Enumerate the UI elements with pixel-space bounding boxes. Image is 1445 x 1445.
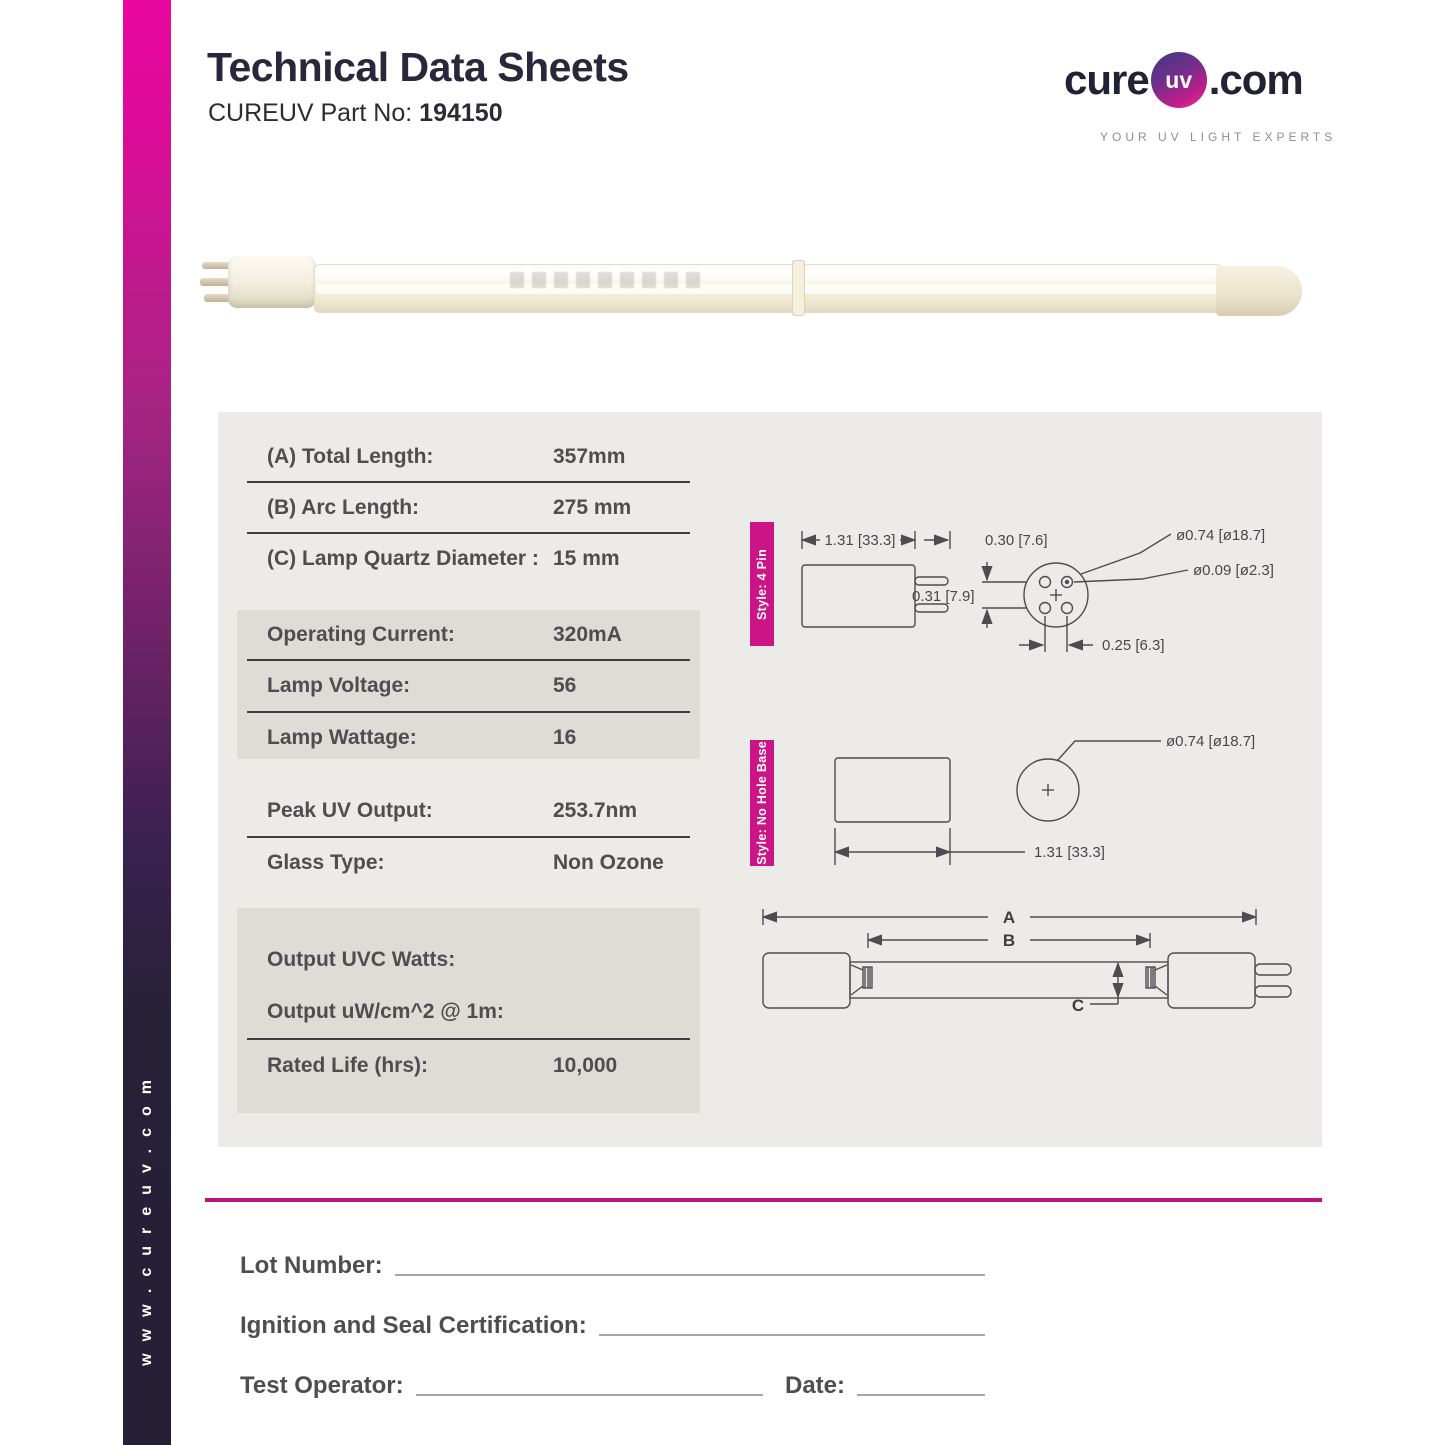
dim-base-diameter: ø0.74 [ø18.7] [1166, 733, 1256, 750]
spec-row-lamp-voltage [247, 661, 690, 713]
lamp-ceramic-base [228, 256, 316, 308]
date-label: Date: [784, 1372, 845, 1399]
spec-row-operating-current [247, 610, 690, 661]
lamp-tube-highlight [316, 284, 1218, 294]
spec-label: (B) Arc Length: [267, 495, 420, 519]
spec-label: Rated Life (hrs): [267, 1054, 429, 1077]
lamp-end-cap [1216, 266, 1302, 316]
page-title: Technical Data Sheets [207, 44, 629, 90]
form-row-test-operator-date [240, 1358, 985, 1398]
cureuv-logo [1064, 52, 1303, 108]
lot-number-label: Lot Number: [240, 1252, 383, 1279]
logo-word-com: .com [1208, 56, 1303, 103]
output-spec-table [247, 934, 690, 1092]
lamp-dimension-diagram [750, 905, 1330, 1027]
dim-base-diameter: ø0.74 [ø18.7] [1176, 527, 1266, 544]
lamp-glass-ring [792, 260, 805, 316]
spec-value: 253.7nm [553, 799, 638, 822]
spec-row-lamp-wattage [247, 713, 690, 763]
part-number-value: 194150 [419, 99, 503, 127]
test-operator-label: Test Operator: [240, 1372, 404, 1399]
spec-label: Peak UV Output: [267, 799, 433, 822]
spec-label: Operating Current: [267, 622, 455, 646]
spec-value: 10,000 [553, 1054, 618, 1077]
no-hole-base-drawing [790, 725, 1330, 885]
spec-label: Lamp Voltage: [267, 674, 411, 697]
dim-letter-c: C [1071, 996, 1085, 1015]
part-number-label: CUREUV Part No: [208, 99, 420, 127]
dim-base-width: 1.31 [33.3] [1034, 844, 1105, 861]
dim-letter-a: A [1002, 908, 1016, 927]
spec-row-output-uvc-watts [247, 934, 690, 986]
dim-hole-spacing-h: 0.25 [6.3] [1102, 637, 1165, 654]
spec-value: 275 mm [553, 495, 632, 519]
style-tab-label: Style: 4 Pin [755, 548, 769, 620]
spec-label: Glass Type: [267, 851, 385, 874]
spec-row-peak-uv-output [247, 786, 690, 838]
logo-tagline: YOUR UV LIGHT EXPERTS [1100, 130, 1337, 144]
magenta-divider-line [205, 1198, 1322, 1202]
ignition-certification-label: Ignition and Seal Certification: [240, 1312, 587, 1339]
spec-row-glass-type [247, 838, 690, 888]
spec-value: 16 [553, 726, 577, 749]
sidebar-gradient-bar [123, 0, 171, 1445]
style-tab-4-pin [750, 522, 774, 646]
spec-label: Output UVC Watts: [267, 948, 456, 971]
test-operator-blank-line [416, 1394, 763, 1396]
ignition-certification-blank-line [599, 1334, 985, 1336]
spec-value: 56 [553, 674, 577, 697]
dim-pin-length: 0.30 [7.6] [985, 532, 1048, 549]
sidebar-url-text: www.cureuv.com [138, 1068, 155, 1366]
dim-pin-diameter: ø0.09 [ø2.3] [1193, 562, 1274, 579]
uv-spec-table [247, 786, 690, 888]
spec-row-rated-life [247, 1040, 690, 1092]
spec-value: 320mA [553, 622, 622, 646]
dim-base-width: 1.31 [33.3] [824, 532, 896, 549]
spec-value: Non Ozone [553, 851, 664, 874]
dimension-spec-table [247, 432, 690, 583]
spec-row-output-uw [247, 986, 690, 1040]
dim-letter-b: B [1002, 931, 1016, 950]
form-row-ignition-certification [240, 1298, 985, 1338]
style-tab-no-hole-base [750, 740, 774, 866]
style-tab-label: Style: No Hole Base [755, 741, 769, 865]
uv-lamp-photo [200, 248, 1305, 340]
electrical-spec-table [247, 610, 690, 763]
spec-row-total-length [247, 432, 690, 483]
part-number-line [208, 99, 503, 128]
lamp-printed-marking [510, 272, 700, 288]
spec-row-arc-length [247, 483, 690, 534]
lot-number-blank-line [395, 1274, 985, 1276]
spec-value: 15 mm [553, 546, 620, 570]
spec-value: 357mm [553, 444, 626, 468]
sidebar-website-url [123, 1017, 171, 1417]
date-blank-line [857, 1394, 985, 1396]
logo-uv-badge: uv [1151, 52, 1207, 108]
spec-row-quartz-diameter [247, 534, 690, 583]
spec-label: Lamp Wattage: [267, 726, 417, 749]
spec-label: (A) Total Length: [267, 444, 434, 468]
form-row-lot-number [240, 1238, 985, 1278]
logo-word-cure: cure [1064, 56, 1149, 103]
spec-label: Output uW/cm^2 @ 1m: [267, 1000, 504, 1023]
dim-hole-spacing-v: 0.31 [7.9] [912, 588, 975, 605]
spec-label: (C) Lamp Quartz Diameter : [267, 546, 539, 570]
four-pin-base-drawing [790, 512, 1330, 670]
